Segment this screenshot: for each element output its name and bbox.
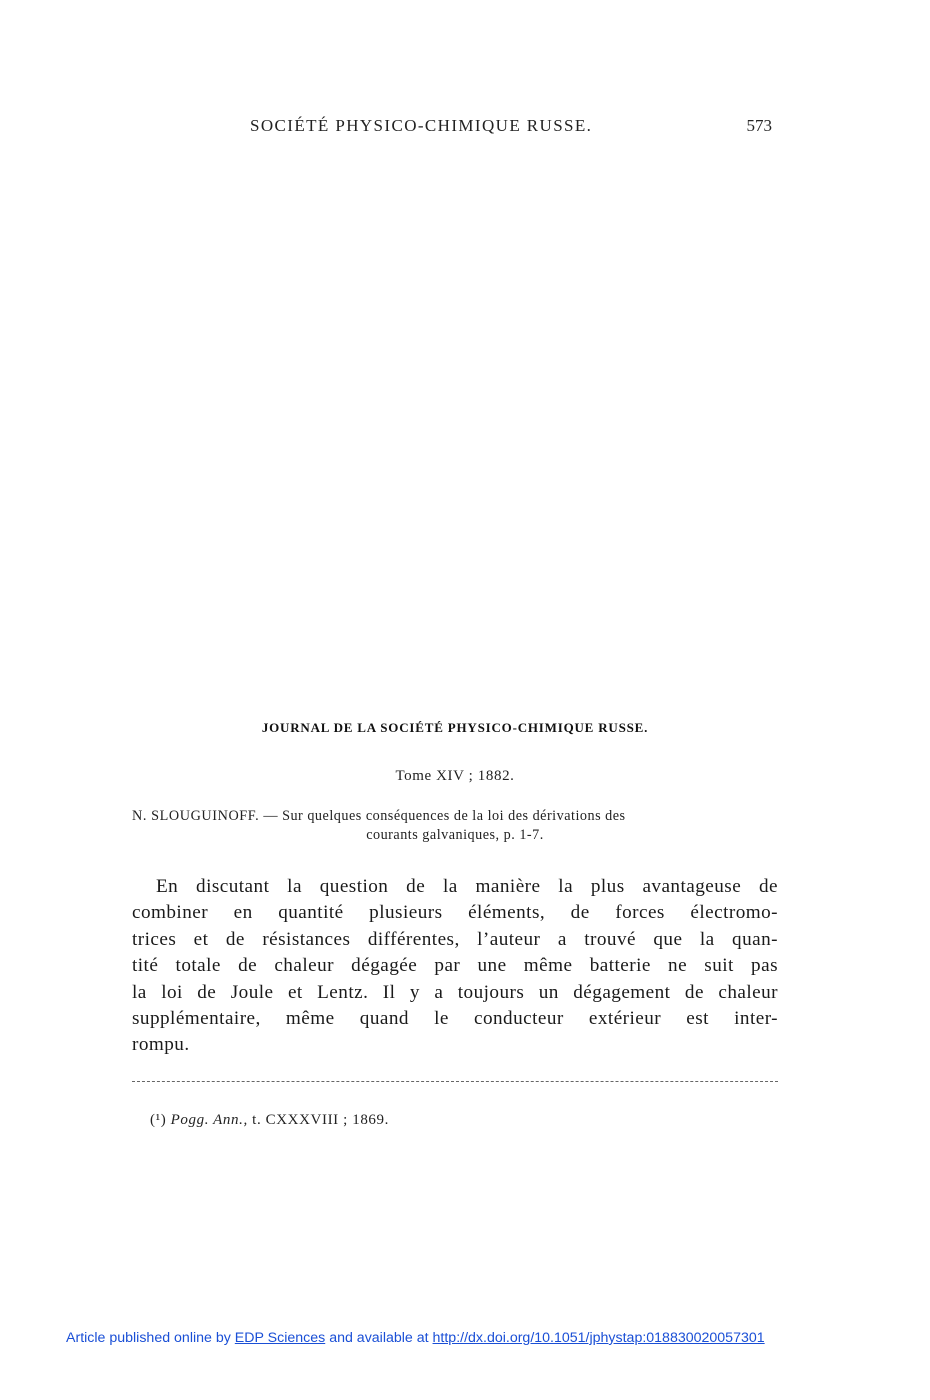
footnote-marker: (¹) bbox=[150, 1112, 167, 1128]
article-author: N. SLOUGUINOFF. bbox=[132, 808, 260, 824]
journal-heading: JOURNAL DE LA SOCIÉTÉ PHYSICO-CHIMIQUE RUSSE. bbox=[261, 720, 649, 735]
article-title-part-1: — Sur quelques conséquences de la loi des dérivations des bbox=[263, 808, 626, 824]
publisher-link[interactable]: EDP Sciences bbox=[234, 1330, 326, 1346]
tome-line: Tome XIV ; 1882. bbox=[395, 768, 515, 784]
abstract-line: trices et de résistances différentes, l’auteur a trouvé que la quan- bbox=[132, 928, 778, 950]
publisher-prefix: Article published online by bbox=[66, 1330, 231, 1346]
footnote-detail: t. CXXXVIII ; 1869. bbox=[252, 1112, 389, 1128]
article-title-part-2: courants galvaniques, p. 1-7. bbox=[366, 827, 544, 843]
footnote bbox=[150, 1112, 389, 1129]
footnote-divider bbox=[132, 1081, 778, 1082]
page-number: 573 bbox=[746, 116, 772, 135]
abstract-line: supplémentaire, même quand le conducteur extérieur est inter- bbox=[132, 1008, 778, 1030]
abstract-line: rompu. bbox=[132, 1034, 190, 1056]
abstract-line: tité totale de chaleur dégagée par une même batterie ne suit pas bbox=[132, 955, 778, 977]
abstract-line: la loi de Joule et Lentz. Il y a toujours un dégagement de chaleur bbox=[132, 981, 778, 1003]
footnote-source: Pogg. Ann., bbox=[170, 1112, 248, 1128]
abstract-line: combiner en quantité plusieurs éléments, de forces électromo- bbox=[132, 902, 778, 924]
running-title: SOCIÉTÉ PHYSICO-CHIMIQUE RUSSE. bbox=[250, 116, 593, 135]
abstract-paragraph bbox=[132, 874, 778, 1059]
article-reference-line-1 bbox=[132, 807, 778, 826]
running-header bbox=[132, 116, 778, 140]
article-reference bbox=[132, 807, 778, 845]
doi-link[interactable]: http://dx.doi.org/10.1051/jphystap:018830020057301 bbox=[432, 1330, 765, 1346]
abstract-line: En discutant la question de la manière la plus avantageuse de bbox=[156, 876, 778, 897]
publisher-middle: and available at bbox=[329, 1330, 429, 1346]
publisher-banner bbox=[66, 1330, 765, 1346]
